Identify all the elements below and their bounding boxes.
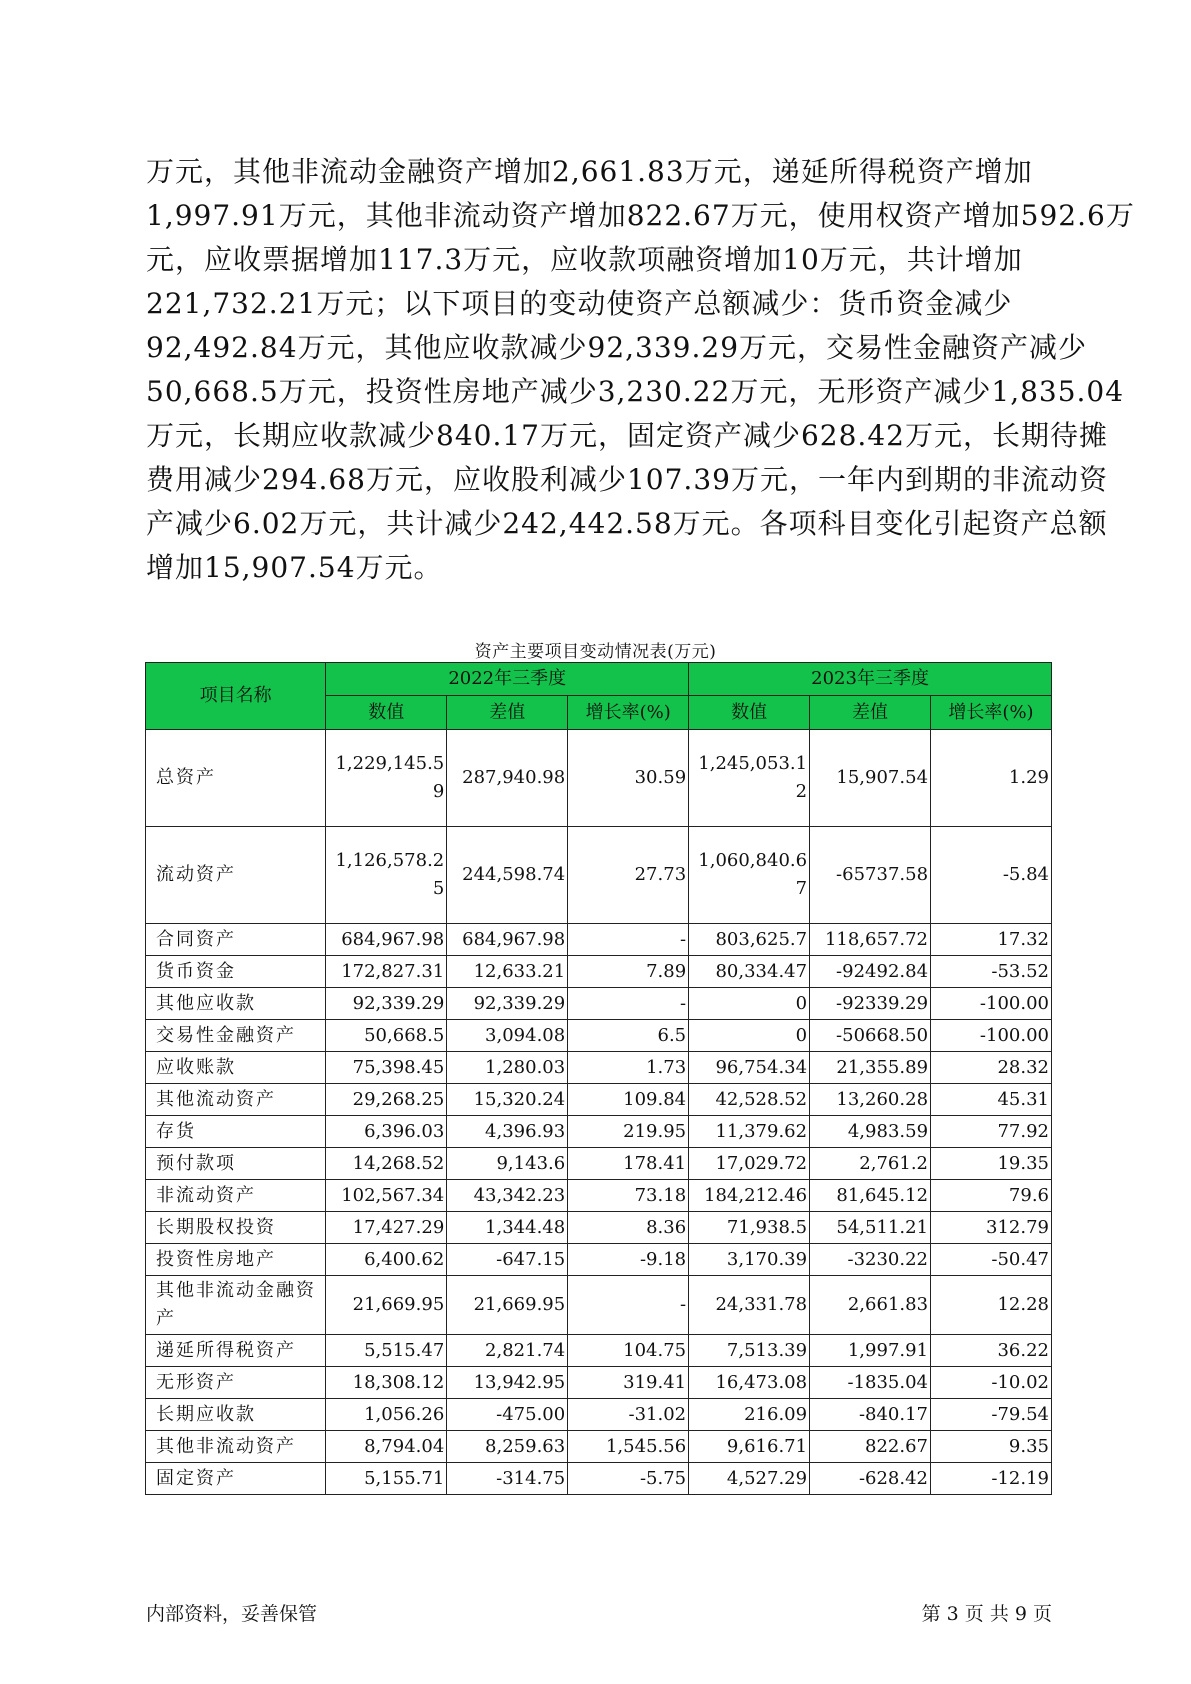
value-2022-cell: 1,229,145.59 bbox=[326, 730, 447, 827]
value-2023-cell: 0 bbox=[689, 988, 810, 1020]
paragraph-line: 万元，其他非流动金融资产增加2,661.83万元，递延所得税资产增加 bbox=[146, 155, 1033, 188]
item-name-cell: 投资性房地产 bbox=[146, 1244, 326, 1276]
item-name-cell: 货币资金 bbox=[146, 956, 326, 988]
diff-2022-cell: 9,143.6 bbox=[447, 1148, 568, 1180]
table-row bbox=[146, 1244, 1052, 1276]
table-row bbox=[146, 956, 1052, 988]
growth-2022-cell: 6.5 bbox=[568, 1020, 689, 1052]
growth-2023-cell: -12.19 bbox=[931, 1463, 1052, 1495]
value-2022-cell: 102,567.34 bbox=[326, 1180, 447, 1212]
value-2022-cell: 6,400.62 bbox=[326, 1244, 447, 1276]
table-caption: 资产主要项目变动情况表(万元) bbox=[474, 642, 717, 662]
diff-2022-cell: 287,940.98 bbox=[447, 730, 568, 827]
item-name-cell: 其他应收款 bbox=[146, 988, 326, 1020]
diff-2023-cell: 21,355.89 bbox=[810, 1052, 931, 1084]
growth-2022-cell: 319.41 bbox=[568, 1367, 689, 1399]
diff-2022-cell: 3,094.08 bbox=[447, 1020, 568, 1052]
diff-2023-cell: 15,907.54 bbox=[810, 730, 931, 827]
item-name-cell: 总资产 bbox=[146, 730, 326, 827]
growth-2023-cell: 36.22 bbox=[931, 1335, 1052, 1367]
growth-2023-cell: -10.02 bbox=[931, 1367, 1052, 1399]
value-2023-cell: 17,029.72 bbox=[689, 1148, 810, 1180]
item-name-cell: 预付款项 bbox=[146, 1148, 326, 1180]
diff-2022-cell: 1,280.03 bbox=[447, 1052, 568, 1084]
value-2023-cell: 96,754.34 bbox=[689, 1052, 810, 1084]
table-row bbox=[146, 1399, 1052, 1431]
diff-2022-cell: 1,344.48 bbox=[447, 1212, 568, 1244]
table-row bbox=[146, 1020, 1052, 1052]
value-2023-cell: 24,331.78 bbox=[689, 1276, 810, 1335]
diff-2023-cell: 81,645.12 bbox=[810, 1180, 931, 1212]
item-name-cell: 合同资产 bbox=[146, 924, 326, 956]
item-name-cell: 交易性金融资产 bbox=[146, 1020, 326, 1052]
growth-2023-cell: 45.31 bbox=[931, 1084, 1052, 1116]
diff-2022-cell: 21,669.95 bbox=[447, 1276, 568, 1335]
header-value: 数值 bbox=[326, 696, 447, 730]
table-row bbox=[146, 988, 1052, 1020]
table-row bbox=[146, 730, 1052, 827]
table-row bbox=[146, 827, 1052, 924]
growth-2023-cell: 28.32 bbox=[931, 1052, 1052, 1084]
growth-2022-cell: - bbox=[568, 924, 689, 956]
value-2023-cell: 42,528.52 bbox=[689, 1084, 810, 1116]
diff-2023-cell: 13,260.28 bbox=[810, 1084, 931, 1116]
table-row bbox=[146, 924, 1052, 956]
diff-2022-cell: -314.75 bbox=[447, 1463, 568, 1495]
paragraph-line: 万元，长期应收款减少840.17万元，固定资产减少628.42万元，长期待摊 bbox=[146, 419, 1108, 452]
growth-2023-cell: -5.84 bbox=[931, 827, 1052, 924]
growth-2022-cell: 1,545.56 bbox=[568, 1431, 689, 1463]
diff-2023-cell: -1835.04 bbox=[810, 1367, 931, 1399]
value-2022-cell: 6,396.03 bbox=[326, 1116, 447, 1148]
table-row bbox=[146, 1212, 1052, 1244]
growth-2022-cell: - bbox=[568, 988, 689, 1020]
growth-2023-cell: 77.92 bbox=[931, 1116, 1052, 1148]
growth-2023-cell: 9.35 bbox=[931, 1431, 1052, 1463]
diff-2023-cell: 1,997.91 bbox=[810, 1335, 931, 1367]
value-2023-cell: 80,334.47 bbox=[689, 956, 810, 988]
header-period-2023: 2023年三季度 bbox=[689, 663, 1052, 696]
table-row bbox=[146, 1431, 1052, 1463]
paragraph-line: 产减少6.02万元，共计减少242,442.58万元。各项科目变化引起资产总额 bbox=[146, 507, 1108, 540]
paragraph-line: 费用减少294.68万元，应收股利减少107.39万元，一年内到期的非流动资 bbox=[146, 463, 1108, 496]
diff-2023-cell: -92339.29 bbox=[810, 988, 931, 1020]
header-diff: 差值 bbox=[810, 696, 931, 730]
diff-2023-cell: -840.17 bbox=[810, 1399, 931, 1431]
value-2023-cell: 7,513.39 bbox=[689, 1335, 810, 1367]
value-2023-cell: 9,616.71 bbox=[689, 1431, 810, 1463]
table-row bbox=[146, 1052, 1052, 1084]
value-2023-cell: 803,625.7 bbox=[689, 924, 810, 956]
item-name-cell: 递延所得税资产 bbox=[146, 1335, 326, 1367]
diff-2023-cell: -3230.22 bbox=[810, 1244, 931, 1276]
diff-2022-cell: 43,342.23 bbox=[447, 1180, 568, 1212]
value-2022-cell: 29,268.25 bbox=[326, 1084, 447, 1116]
growth-2022-cell: 8.36 bbox=[568, 1212, 689, 1244]
diff-2022-cell: 8,259.63 bbox=[447, 1431, 568, 1463]
footer-page-number: 第 3 页 共 9 页 bbox=[921, 1603, 1052, 1625]
paragraph-line: 92,492.84万元，其他应收款减少92,339.29万元，交易性金融资产减少 bbox=[146, 331, 1088, 364]
growth-2022-cell: 219.95 bbox=[568, 1116, 689, 1148]
growth-2023-cell: 79.6 bbox=[931, 1180, 1052, 1212]
diff-2023-cell: -50668.50 bbox=[810, 1020, 931, 1052]
growth-2023-cell: -53.52 bbox=[931, 956, 1052, 988]
header-growth: 增长率(%) bbox=[931, 696, 1052, 730]
diff-2023-cell: 2,761.2 bbox=[810, 1148, 931, 1180]
paragraph-line: 元，应收票据增加117.3万元，应收款项融资增加10万元，共计增加 bbox=[146, 243, 1023, 276]
value-2022-cell: 5,155.71 bbox=[326, 1463, 447, 1495]
diff-2023-cell: 118,657.72 bbox=[810, 924, 931, 956]
diff-2022-cell: 92,339.29 bbox=[447, 988, 568, 1020]
value-2023-cell: 1,060,840.67 bbox=[689, 827, 810, 924]
growth-2022-cell: 1.73 bbox=[568, 1052, 689, 1084]
value-2023-cell: 216.09 bbox=[689, 1399, 810, 1431]
value-2023-cell: 71,938.5 bbox=[689, 1212, 810, 1244]
item-name-cell: 固定资产 bbox=[146, 1463, 326, 1495]
item-name-cell: 长期应收款 bbox=[146, 1399, 326, 1431]
item-name-cell: 无形资产 bbox=[146, 1367, 326, 1399]
header-diff: 差值 bbox=[447, 696, 568, 730]
growth-2022-cell: 109.84 bbox=[568, 1084, 689, 1116]
table-row bbox=[146, 1335, 1052, 1367]
growth-2023-cell: 312.79 bbox=[931, 1212, 1052, 1244]
growth-2022-cell: 178.41 bbox=[568, 1148, 689, 1180]
value-2022-cell: 17,427.29 bbox=[326, 1212, 447, 1244]
diff-2023-cell: -65737.58 bbox=[810, 827, 931, 924]
value-2023-cell: 0 bbox=[689, 1020, 810, 1052]
diff-2023-cell: -92492.84 bbox=[810, 956, 931, 988]
value-2023-cell: 16,473.08 bbox=[689, 1367, 810, 1399]
growth-2022-cell: -9.18 bbox=[568, 1244, 689, 1276]
growth-2023-cell: 17.32 bbox=[931, 924, 1052, 956]
header-period-2022: 2022年三季度 bbox=[326, 663, 689, 696]
value-2022-cell: 5,515.47 bbox=[326, 1335, 447, 1367]
header-item-name: 项目名称 bbox=[146, 663, 326, 730]
growth-2023-cell: 1.29 bbox=[931, 730, 1052, 827]
table-row bbox=[146, 1116, 1052, 1148]
value-2022-cell: 21,669.95 bbox=[326, 1276, 447, 1335]
growth-2023-cell: -100.00 bbox=[931, 1020, 1052, 1052]
value-2022-cell: 1,126,578.25 bbox=[326, 827, 447, 924]
paragraph-line: 50,668.5万元，投资性房地产减少3,230.22万元，无形资产减少1,835.04 bbox=[146, 375, 1125, 408]
value-2022-cell: 684,967.98 bbox=[326, 924, 447, 956]
asset-change-table bbox=[145, 662, 1052, 1495]
value-2023-cell: 4,527.29 bbox=[689, 1463, 810, 1495]
growth-2022-cell: 104.75 bbox=[568, 1335, 689, 1367]
table-row bbox=[146, 1148, 1052, 1180]
item-name-cell: 应收账款 bbox=[146, 1052, 326, 1084]
diff-2022-cell: -475.00 bbox=[447, 1399, 568, 1431]
growth-2023-cell: -50.47 bbox=[931, 1244, 1052, 1276]
diff-2023-cell: -628.42 bbox=[810, 1463, 931, 1495]
growth-2023-cell: -100.00 bbox=[931, 988, 1052, 1020]
diff-2022-cell: 2,821.74 bbox=[447, 1335, 568, 1367]
diff-2022-cell: 244,598.74 bbox=[447, 827, 568, 924]
value-2022-cell: 50,668.5 bbox=[326, 1020, 447, 1052]
table-row bbox=[146, 1180, 1052, 1212]
item-name-cell: 其他非流动资产 bbox=[146, 1431, 326, 1463]
diff-2023-cell: 822.67 bbox=[810, 1431, 931, 1463]
value-2022-cell: 1,056.26 bbox=[326, 1399, 447, 1431]
value-2022-cell: 18,308.12 bbox=[326, 1367, 447, 1399]
item-name-cell: 流动资产 bbox=[146, 827, 326, 924]
diff-2022-cell: 13,942.95 bbox=[447, 1367, 568, 1399]
paragraph-line: 221,732.21万元；以下项目的变动使资产总额减少：货币资金减少 bbox=[146, 287, 1013, 320]
value-2023-cell: 184,212.46 bbox=[689, 1180, 810, 1212]
diff-2022-cell: 12,633.21 bbox=[447, 956, 568, 988]
item-name-cell: 其他非流动金融资产 bbox=[146, 1276, 326, 1335]
table-row bbox=[146, 1276, 1052, 1335]
diff-2022-cell: 684,967.98 bbox=[447, 924, 568, 956]
item-name-cell: 存货 bbox=[146, 1116, 326, 1148]
growth-2022-cell: 30.59 bbox=[568, 730, 689, 827]
header-growth: 增长率(%) bbox=[568, 696, 689, 730]
growth-2023-cell: -79.54 bbox=[931, 1399, 1052, 1431]
table-body bbox=[146, 730, 1052, 1495]
value-2023-cell: 3,170.39 bbox=[689, 1244, 810, 1276]
footer-confidential: 内部资料，妥善保管 bbox=[146, 1603, 318, 1625]
paragraph-line: 1,997.91万元，其他非流动资产增加822.67万元，使用权资产增加592.6万 bbox=[146, 199, 1135, 232]
value-2022-cell: 75,398.45 bbox=[326, 1052, 447, 1084]
diff-2022-cell: -647.15 bbox=[447, 1244, 568, 1276]
value-2023-cell: 11,379.62 bbox=[689, 1116, 810, 1148]
growth-2022-cell: 7.89 bbox=[568, 956, 689, 988]
header-value: 数值 bbox=[689, 696, 810, 730]
growth-2023-cell: 12.28 bbox=[931, 1276, 1052, 1335]
diff-2023-cell: 54,511.21 bbox=[810, 1212, 931, 1244]
growth-2023-cell: 19.35 bbox=[931, 1148, 1052, 1180]
growth-2022-cell: -31.02 bbox=[568, 1399, 689, 1431]
diff-2022-cell: 4,396.93 bbox=[447, 1116, 568, 1148]
table-row bbox=[146, 1463, 1052, 1495]
body-paragraph bbox=[146, 150, 1135, 590]
growth-2022-cell: 27.73 bbox=[568, 827, 689, 924]
value-2022-cell: 14,268.52 bbox=[326, 1148, 447, 1180]
table-row bbox=[146, 1367, 1052, 1399]
diff-2023-cell: 4,983.59 bbox=[810, 1116, 931, 1148]
growth-2022-cell: 73.18 bbox=[568, 1180, 689, 1212]
value-2022-cell: 8,794.04 bbox=[326, 1431, 447, 1463]
table-row bbox=[146, 1084, 1052, 1116]
growth-2022-cell: - bbox=[568, 1276, 689, 1335]
value-2022-cell: 92,339.29 bbox=[326, 988, 447, 1020]
value-2023-cell: 1,245,053.12 bbox=[689, 730, 810, 827]
paragraph-line: 增加15,907.54万元。 bbox=[146, 551, 443, 584]
diff-2022-cell: 15,320.24 bbox=[447, 1084, 568, 1116]
item-name-cell: 其他流动资产 bbox=[146, 1084, 326, 1116]
value-2022-cell: 172,827.31 bbox=[326, 956, 447, 988]
diff-2023-cell: 2,661.83 bbox=[810, 1276, 931, 1335]
item-name-cell: 非流动资产 bbox=[146, 1180, 326, 1212]
item-name-cell: 长期股权投资 bbox=[146, 1212, 326, 1244]
growth-2022-cell: -5.75 bbox=[568, 1463, 689, 1495]
